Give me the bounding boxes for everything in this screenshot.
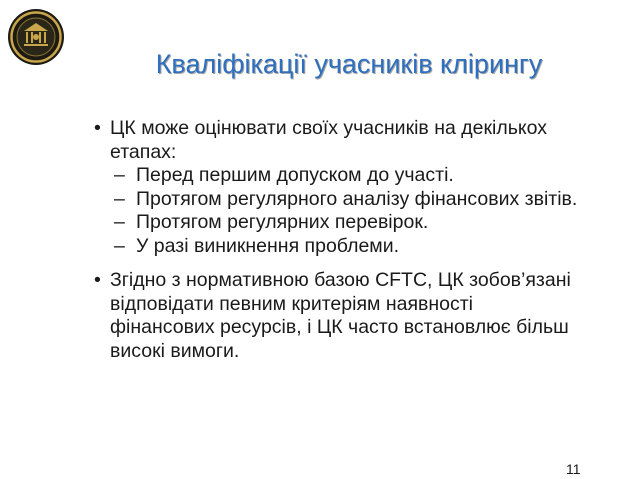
sub-item-text: Протягом регулярного аналізу фінансових звітів. [136,187,578,210]
sub-item-text: У разі виникнення проблеми. [136,234,400,257]
bullet-line: ЦК може оцінювати своїх учасників на декількох [110,117,547,139]
dash-marker: – [114,164,125,186]
page-number: 11 [566,461,581,477]
slide-content [86,117,631,363]
sub-item-text: Протягом регулярних перевірок. [136,211,429,233]
bullet-line: етапах: [110,140,177,163]
bullet-marker: • [94,269,101,291]
slide-title: Кваліфікації учасників клірингу [155,49,543,79]
bullet-item [86,117,631,164]
bullet-item [86,269,631,363]
sub-item [86,164,631,188]
sub-item [86,235,631,259]
sub-item-text: Перед першим допуском до участі. [136,164,454,186]
bullet-line: фінансових ресурсів, і ЦК часто встановлює більш [110,316,569,338]
bullet-line: високі вимоги. [110,339,240,362]
bullet-marker: • [94,117,101,139]
sub-item [86,211,631,235]
bullet-line: відповідати певним критеріям наявності [110,292,473,315]
dash-marker: – [114,187,125,210]
dash-marker: – [114,234,125,257]
dash-marker: – [114,211,125,233]
bullet-line: Згідно з нормативною базою CFTC, ЦК зобов’язані [110,269,571,291]
cftc-seal-icon [7,8,65,66]
sub-item [86,188,631,212]
